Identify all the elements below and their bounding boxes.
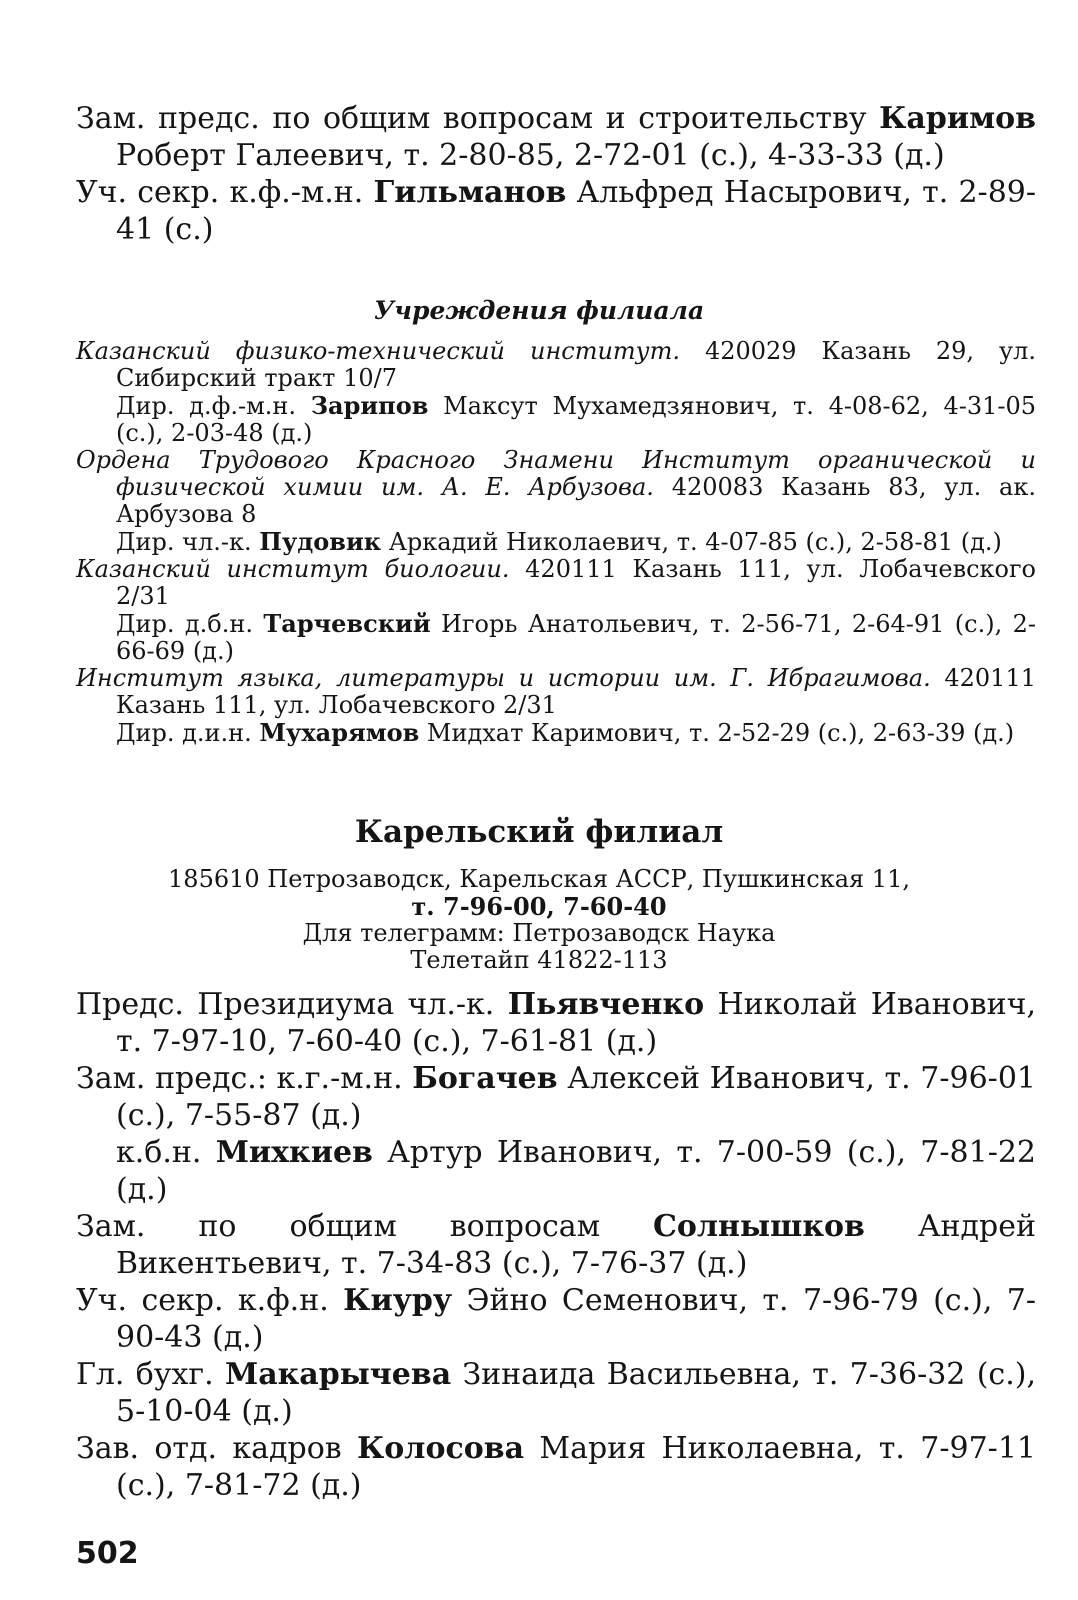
- telegram-line: Для телеграмм: Петрозаводск Наука: [302, 919, 776, 947]
- director-contacts: Аркадий Николаевич, т. 4-07-85 (с.), 2-58-81 (д.): [381, 528, 1002, 556]
- entry-text: Зам. предс. по общим вопросам и строительству: [76, 101, 880, 136]
- person-name: Гильманов: [373, 175, 567, 210]
- person-name: Пьявченко: [507, 987, 705, 1022]
- staff-entry: [76, 1134, 1036, 1208]
- staff-entry: [76, 986, 1036, 1060]
- page-number: 502: [76, 1536, 139, 1571]
- entry-text: Уч. секр. к.ф.-м.н.: [76, 175, 374, 210]
- entry-text: Предс. Президиума чл.-к.: [76, 987, 508, 1022]
- director-contacts: Максут Мухамедзянович, т. 4-08-62, 4-31-05 (с.), 2-03-48 (д.): [116, 392, 1037, 447]
- person-name: Киуру: [343, 1283, 453, 1318]
- institution-name: Казанский физико-технический институт.: [76, 337, 680, 365]
- entry-scientific-secretary: [76, 174, 1036, 248]
- top-block: [76, 100, 1036, 248]
- staff-entry: [76, 1356, 1036, 1430]
- entry-text: Эйно Семенович, т. 7-96-79 (с.), 7-90-43 (д.): [116, 1283, 1036, 1355]
- institution-name: Ордена Трудового Красного Знамени Институт органической и физической химии им. А. Е. Арбузова.: [76, 446, 1036, 501]
- entry-deputy-chair-construction: [76, 100, 1036, 174]
- director-name: Пудовик: [259, 527, 382, 556]
- phone-line: т. 7-96-00, 7-60-40: [411, 892, 667, 921]
- person-name: Солнышков: [653, 1209, 865, 1244]
- entry-text: Андрей Викентьевич, т. 7-34-83 (с.), 7-76-37 (д.): [116, 1209, 1036, 1281]
- institution-item: [76, 338, 1036, 447]
- institution-item: [76, 665, 1036, 747]
- section-title: Карельский филиал: [354, 814, 724, 850]
- director-title: Дир. д.ф.-м.н.: [116, 392, 311, 420]
- address-line: 185610 Петрозаводск, Карельская АССР, Пушкинская 11,: [168, 865, 910, 893]
- section-address: [0, 866, 1078, 974]
- institutions-heading: Учреждения филиала: [373, 296, 705, 325]
- person-name: Михкиев: [215, 1135, 373, 1170]
- entry-text: Гл. бухг.: [76, 1357, 225, 1392]
- entry-text: Зинаида Васильевна, т. 7-36-32 (с.), 5-10-04 (д.): [116, 1357, 1036, 1429]
- institutions-list: [76, 338, 1036, 747]
- entry-text: Роберт Галеевич, т. 2-80-85, 2-72-01 (с.), 4-33-33 (д.): [116, 138, 945, 173]
- institution-name: Институт языка, литературы и истории им. Г. Ибрагимова.: [76, 664, 931, 692]
- director-title: Дир. д.б.н.: [116, 610, 264, 638]
- entry-text: Альфред Насырович, т. 2-89-41 (с.): [116, 175, 1036, 247]
- director-name: Зарипов: [310, 391, 429, 420]
- institution-address: 420029 Казань 29, ул. Сибирский тракт 10/7: [116, 337, 1036, 392]
- person-name: Колосова: [357, 1431, 525, 1466]
- entry-text: Зав. отд. кадров: [76, 1431, 357, 1466]
- staff-entry: [76, 1060, 1036, 1134]
- person-name: Богачев: [412, 1061, 558, 1096]
- director-contacts: Игорь Анатольевич, т. 2-56-71, 2-64-91 (с.), 2-66-69 (д.): [116, 610, 1036, 665]
- entry-text: Артур Иванович, т. 7-00-59 (с.), 7-81-22 (д.): [116, 1135, 1036, 1207]
- director-contacts: Мидхат Каримович, т. 2-52-29 (с.), 2-63-39 (д.): [419, 719, 1015, 747]
- entry-text: к.б.н.: [116, 1135, 216, 1170]
- institution-address: 420083 Казань 83, ул. ак. Арбузова 8: [116, 473, 1036, 528]
- director-name: Тарчевский: [263, 609, 431, 638]
- entry-text: Мария Николаевна, т. 7-97-11 (с.), 7-81-72 (д.): [116, 1431, 1036, 1503]
- institution-item: [76, 447, 1036, 556]
- institution-address: 420111 Казань 111, ул. Лобачевского 2/31: [116, 664, 1036, 719]
- person-name: Каримов: [879, 101, 1036, 136]
- entry-text: Уч. секр. к.ф.н.: [76, 1283, 344, 1318]
- institution-address: 420111 Казань 111, ул. Лобачевского 2/31: [116, 555, 1036, 610]
- staff-list: [76, 986, 1036, 1504]
- director-title: Дир. д.и.н.: [116, 719, 260, 747]
- staff-entry: [76, 1282, 1036, 1356]
- institution-item: [76, 556, 1036, 665]
- director-name: Мухарямов: [259, 718, 420, 747]
- institution-name: Казанский институт биологии.: [76, 555, 510, 583]
- entry-text: Зам. предс.: к.г.-м.н.: [76, 1061, 413, 1096]
- teletype-line: Телетайп 41822-113: [410, 946, 668, 974]
- director-title: Дир. чл.-к.: [116, 528, 260, 556]
- person-name: Макарычева: [225, 1357, 452, 1392]
- staff-entry: [76, 1208, 1036, 1282]
- staff-entry: [76, 1430, 1036, 1504]
- entry-text: Зам. по общим вопросам: [76, 1209, 654, 1244]
- entry-text: Алексей Иванович, т. 7-96-01 (с.), 7-55-87 (д.): [116, 1061, 1036, 1133]
- entry-text: Николай Иванович, т. 7-97-10, 7-60-40 (с.), 7-61-81 (д.): [116, 987, 1036, 1059]
